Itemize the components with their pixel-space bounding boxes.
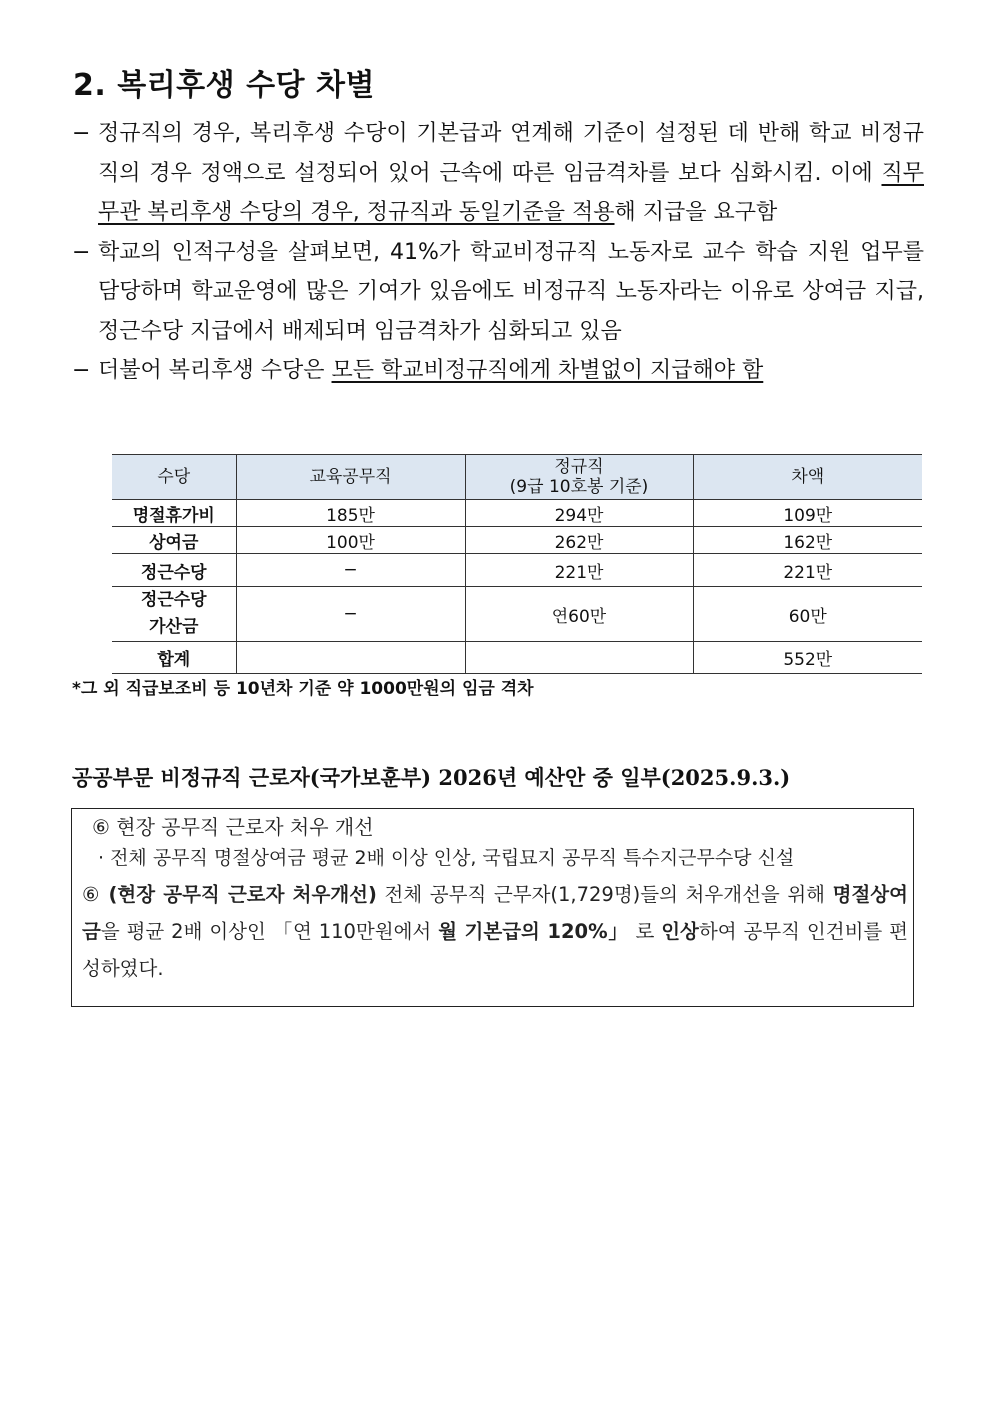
- box-item: · 전체 공무직 명절상여금 평균 2배 이상 인상, 국립묘지 공무직 특수지근무수당 신설: [98, 847, 795, 869]
- header-regular-title: 정규직: [554, 457, 604, 477]
- para-text: 로: [628, 920, 662, 943]
- para-text: 하여 공무직 인건비를 편성하였다.: [82, 920, 908, 980]
- header-edu-staff: 교육공무직: [236, 455, 465, 500]
- cell-difference: 60만: [693, 587, 922, 642]
- section-heading: 2. 복리후생 수당 차별: [73, 68, 375, 103]
- row-label: [112, 587, 236, 642]
- para-bold-text: 월 기본급의 120%」: [438, 920, 629, 943]
- cell-regular: [465, 642, 693, 674]
- cell-difference: 552만: [693, 642, 922, 674]
- bullet-dash: −: [72, 358, 91, 383]
- cell-difference: 109만: [693, 500, 922, 527]
- row-label-line: 가산금: [149, 617, 199, 637]
- header-difference: 차액: [693, 455, 922, 500]
- cell-difference: 162만: [693, 527, 922, 554]
- bullet-dash: −: [72, 121, 91, 146]
- bullet-text: 학교의 인적구성을 살펴보면, 41%가 학교비정규직 노동자로 교수 학습 지원 업무를 담당하며 학교운영에 많은 기여가 있음에도 비정규직 노동자라는 이유로 상여금 지급, 정근수당 지급에서 배제되며 임금격차가 심화되고 있음: [98, 239, 924, 344]
- cell-edu-staff: −: [236, 554, 465, 587]
- bullet-text: 해 지급을 요구함: [614, 200, 778, 225]
- bullet-item: [72, 351, 924, 391]
- cell-difference: 221만: [693, 554, 922, 587]
- cell-regular: 221만: [465, 554, 693, 587]
- para-text: 전체 공무직 근무자(1,729명)들의 처우개선을 위해: [376, 883, 833, 906]
- cell-edu-staff: 100만: [236, 527, 465, 554]
- budget-excerpt-box: [71, 808, 914, 1007]
- para-text: ⑥: [82, 883, 109, 906]
- row-label: 합계: [112, 642, 236, 674]
- bullet-item: [72, 233, 924, 352]
- table-footnote: *그 외 직급보조비 등 10년차 기준 약 1000만원의 임금 격차: [72, 679, 534, 699]
- row-label: 상여금: [112, 527, 236, 554]
- para-text: 을 평균 2배 이상인 「연 110만원에서: [100, 920, 439, 943]
- table-header-row: [112, 455, 922, 500]
- allowance-table: [112, 454, 922, 674]
- para-bold-text: 명절상여금: [82, 883, 908, 943]
- table-total-row: [112, 642, 922, 674]
- bullet-list: [72, 114, 924, 391]
- cell-regular: 연60만: [465, 587, 693, 642]
- cell-edu-staff: [236, 642, 465, 674]
- cell-regular: 262만: [465, 527, 693, 554]
- bullet-underlined-text: 모든 학교비정규직에게 차별없이 지급해야 함: [331, 358, 764, 383]
- para-bold-text: 인상: [661, 920, 699, 943]
- bullet-dash: −: [72, 239, 91, 265]
- cell-edu-staff: 185만: [236, 500, 465, 527]
- bullet-text: 정규직의 경우, 복리후생 수당이 기본급과 연계해 기준이 설정된 데 반해 학교 비정규직의 경우 정액으로 설정되어 있어 근속에 따른 임금격차를 보다 심화시킴. 이에: [98, 121, 924, 186]
- table-row: [112, 527, 922, 554]
- table-row: [112, 587, 922, 642]
- row-label-line: 정근수당: [140, 590, 207, 610]
- table-row: [112, 500, 922, 527]
- table-row: [112, 554, 922, 587]
- header-regular-basis: (9급 10호봉 기준): [509, 477, 649, 497]
- bullet-item: [72, 114, 924, 233]
- row-label: 명절휴가비: [112, 500, 236, 527]
- box-title: ⑥ 현장 공무직 근로자 처우 개선: [92, 815, 374, 839]
- header-allowance: 수당: [112, 455, 236, 500]
- row-label: 정근수당: [112, 554, 236, 587]
- bullet-underlined-text: 직무무관 복리후생 수당의 경우, 정규직과 동일기준을 적용: [98, 160, 924, 225]
- box-paragraph: [82, 876, 908, 987]
- bullet-text: 더불어 복리후생 수당은: [98, 358, 332, 383]
- para-bold-text: (현장 공무직 근로자 처우개선): [108, 883, 377, 906]
- header-regular: [465, 455, 693, 500]
- cell-regular: 294만: [465, 500, 693, 527]
- cell-edu-staff: −: [236, 587, 465, 642]
- budget-heading: 공공부문 비정규직 근로자(국가보훈부) 2026년 예산안 중 일부(2025.9.3.): [72, 765, 791, 790]
